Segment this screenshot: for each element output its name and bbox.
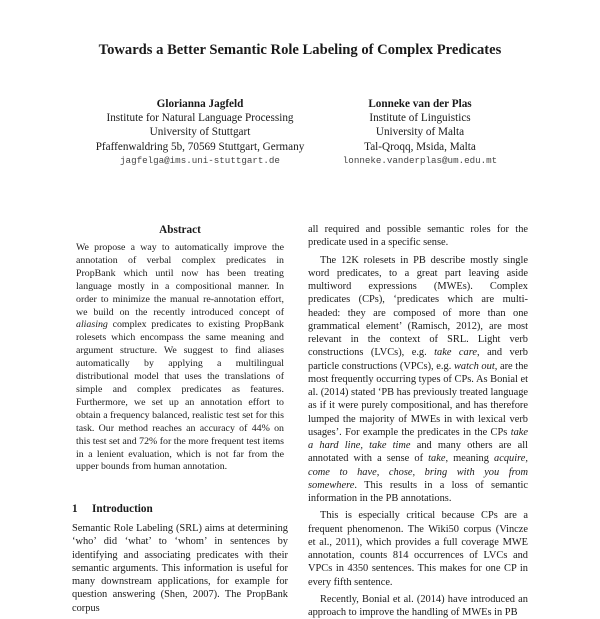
author-email: lonneke.vanderplas@um.edu.mt [342,154,498,166]
section-title: Introduction [92,503,153,515]
author-name: Glorianna Jagfeld [156,98,244,110]
author-block-1 [80,97,320,168]
abstract-text-part: complex predicates to existing PropBank rolesets which encompass the same meaning and argument structure. We suggest to find aliases automatically by applying a multilingual distributional model that uses the translations of simple and complex predicates as features. Furthermore, we set up an annotation effort to obtain a frequency balanced, realistic test set for this task. Our method reaches an accuracy of 44% on this test set and 72% for the more frequent test items in a lenient evaluation, which is not far from the upper bounds from human annotation. [76,319,284,473]
author-affiliation: Institute of Linguistics [369,112,471,125]
italic-term: take a hard line, take time [308,426,528,451]
paragraph [308,254,528,506]
text-part: and many others are all annotated with a sense of [308,440,528,465]
italic-term: watch out [453,360,495,372]
abstract-heading: Abstract [159,224,201,236]
paragraph: all required and possible semantic roles for the predicate used in a specific sense. [308,224,528,249]
italic-term: acquire, come to have, chose, bring with you from somewhere [308,453,528,491]
text-part: . This results in a loss of semantic information in the PB annotations. [308,479,528,504]
author-block-2 [300,97,540,168]
paper-title: Towards a Better Semantic Role Labeling of Complex Predicates [98,42,502,58]
italic-term: take care [434,347,478,359]
section-number: 1 [72,503,78,515]
author-email: jagfelga@ims.uni-stuttgart.de [120,154,280,166]
author-name: Lonneke van der Plas [368,98,472,110]
italic-term: take [428,453,446,465]
paragraph: Semantic Role Labeling (SRL) aims at determining ‘who’ did ‘what’ to ‘whom’ in sentences by identifying and associating predicates with their semantic arguments. This information is useful for many downstream applications, for example for question answering (Shen, 2007). The PropBank corpus [72,523,288,614]
author-address: Tal-Qroqq, Msida, Malta [364,140,476,153]
paragraph: Recently, Bonial et al. (2014) have introduced an approach to improve the handling of MWEs in PB [308,593,528,618]
right-column [308,223,528,619]
author-affiliation: University of Malta [375,126,465,139]
abstract-italic-term: aliasing [76,319,108,331]
author-affiliation: Institute for Natural Language Processing [106,112,294,125]
abstract-text [76,242,284,474]
paragraph: This is especially critical because CPs are a frequent phenomenon. The Wiki50 corpus (Vincze et al., 2011), which provides a full coverage MWE annotation, counts 814 occurrences of LVCs and VPCs in 4350 sentences. This makes for one CP in every fifth sentence. [308,510,528,588]
text-part: The 12K rolesets in PB describe mostly single word predicates, to a great part leaving aside multiword expressions (MWEs). Complex predicates (CPs), ‘predicates which are multi-headed: they are composed of more than one grammatical element’ (Ramisch, 2012), are most relevant in the context of SRL. Light verb constructions (LVCs), e.g. [308,254,528,359]
text-part: , and verb particle constructions (VPCs), e.g. [308,347,528,372]
intro-paragraph [72,522,288,615]
text-part: , meaning [445,453,495,465]
abstract-text-part: We propose a way to automatically improve the annotation of verbal complex predicates in PropBank which until now has been treating language mostly in a compositional manner. In order to minimize the manual re-annotation effort, we build on the recently introduced concept of [76,242,284,318]
text-part: , are the most frequently occurring types of CPs. As Bonial et al. (2014) stated ‘PB has previously treated language as if it were purely compositional, and has therefore lumped the majority of MWEs in with lexical verb usages’. For example the predicates in the CPs [308,360,529,438]
author-affiliation: University of Stuttgart [149,126,251,139]
section-heading-introduction [72,503,153,515]
author-address: Pfaffenwaldring 5b, 70569 Stuttgart, Germany [95,140,305,153]
